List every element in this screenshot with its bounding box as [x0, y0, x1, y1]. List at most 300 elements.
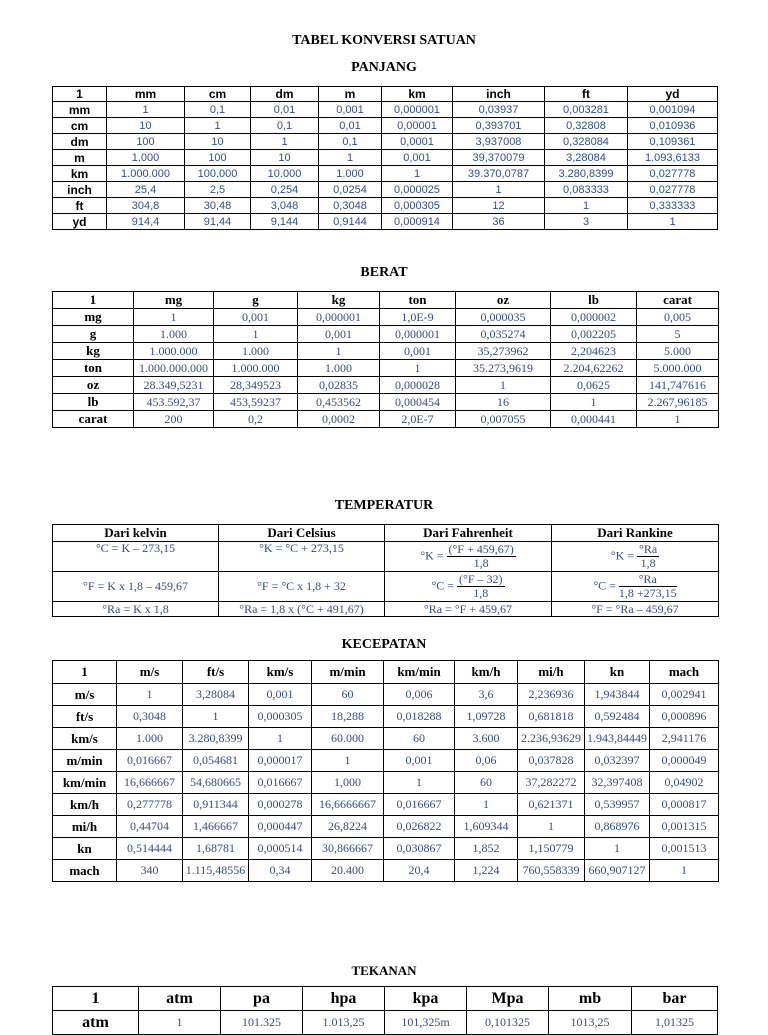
kecepatan-cell: 60 — [384, 728, 455, 750]
panjang-cell: 100 — [107, 134, 185, 150]
kecepatan-cell: 0,037828 — [518, 750, 585, 772]
berat-cell: 35,273962 — [456, 343, 551, 360]
panjang-cell: 0,1 — [185, 102, 251, 118]
kecepatan-row-header: km/s — [53, 728, 117, 750]
temp-cell: °Ra = K x 1,8 — [53, 602, 219, 617]
temp-cell — [385, 572, 552, 602]
temp-cell: °F = K x 1,8 – 459,67 — [53, 572, 219, 602]
temp-header-rankine: Dari Rankine — [552, 525, 719, 542]
kecepatan-col-header: m/s — [117, 661, 183, 684]
berat-col-header: oz — [456, 292, 551, 309]
panjang-cell: 1 — [545, 198, 628, 214]
berat-cell: 0,2 — [214, 411, 298, 428]
table-row — [53, 182, 718, 198]
formula-prefix: °C = — [431, 578, 455, 593]
berat-cell: 0,035274 — [456, 326, 551, 343]
panjang-cell: 1 — [107, 102, 185, 118]
section-title-kecepatan: KECEPATAN — [341, 637, 427, 652]
panjang-col-header: cm — [185, 87, 251, 102]
kecepatan-cell: 1,68781 — [183, 838, 249, 860]
berat-cell: 5.000.000 — [637, 360, 719, 377]
panjang-col-header: inch — [453, 87, 545, 102]
berat-cell: 0,005 — [637, 309, 719, 326]
table-berat — [52, 291, 719, 428]
panjang-cell: 39.370,0787 — [453, 166, 545, 182]
table-row — [53, 377, 719, 394]
berat-cell: 1 — [380, 360, 456, 377]
panjang-col-header: dm — [251, 87, 319, 102]
temp-header-kelvin: Dari kelvin — [53, 525, 219, 542]
panjang-cell: 0,333333 — [628, 198, 718, 214]
panjang-cell: 0,0254 — [319, 182, 382, 198]
table-row — [53, 118, 718, 134]
temp-cell: °Ra = 1,8 x (°C + 491,67) — [219, 602, 385, 617]
berat-cell: 2,0E-7 — [380, 411, 456, 428]
panjang-cell: 10 — [251, 150, 319, 166]
kecepatan-cell: 60.000 — [312, 728, 384, 750]
tekanan-cell: 1,01325 — [632, 1011, 718, 1035]
kecepatan-cell: 1 — [650, 860, 719, 882]
kecepatan-cell: 1 — [455, 794, 518, 816]
tekanan-cell: 101,325m — [385, 1011, 467, 1035]
berat-cell: 0,000001 — [298, 309, 380, 326]
panjang-cell: 0,9144 — [319, 214, 382, 230]
table-row — [53, 772, 719, 794]
kecepatan-cell: 20.400 — [312, 860, 384, 882]
panjang-row-header: m — [53, 150, 107, 166]
kecepatan-cell: 1 — [249, 728, 312, 750]
panjang-cell: 3 — [545, 214, 628, 230]
panjang-cell: 0,001 — [382, 150, 453, 166]
berat-row-header: kg — [53, 343, 134, 360]
berat-cell: 1 — [134, 309, 214, 326]
tekanan-col-header: atm — [139, 987, 221, 1011]
table-row — [53, 343, 719, 360]
table-row — [53, 684, 719, 706]
kecepatan-cell: 37,282272 — [518, 772, 585, 794]
panjang-cell: 9,144 — [251, 214, 319, 230]
berat-cell: 1.000.000.000 — [134, 360, 214, 377]
table-row — [53, 102, 718, 118]
berat-cell: 0,453562 — [298, 394, 380, 411]
berat-cell: 0,001 — [380, 343, 456, 360]
kecepatan-cell: 16,666667 — [117, 772, 183, 794]
kecepatan-row-header: mi/h — [53, 816, 117, 838]
panjang-cell: 36 — [453, 214, 545, 230]
panjang-col-header: m — [319, 87, 382, 102]
kecepatan-col-header: km/min — [384, 661, 455, 684]
berat-row-header: oz — [53, 377, 134, 394]
kecepatan-cell: 20,4 — [384, 860, 455, 882]
panjang-cell: 1 — [628, 214, 718, 230]
panjang-cell: 1 — [185, 118, 251, 134]
table-row — [53, 860, 719, 882]
panjang-cell: 10 — [185, 134, 251, 150]
panjang-cell: 1.093,6133 — [628, 150, 718, 166]
panjang-cell: 91,44 — [185, 214, 251, 230]
berat-col-header: lb — [551, 292, 637, 309]
kecepatan-cell: 0,002941 — [650, 684, 719, 706]
panjang-cell: 1.000 — [107, 150, 185, 166]
panjang-cell: 100.000 — [185, 166, 251, 182]
table-row — [53, 394, 719, 411]
kecepatan-cell: 0,868976 — [585, 816, 650, 838]
panjang-col-header: yd — [628, 87, 718, 102]
table-row — [53, 214, 718, 230]
berat-row-header: ton — [53, 360, 134, 377]
panjang-cell: 0,001094 — [628, 102, 718, 118]
berat-cell: 0,000028 — [380, 377, 456, 394]
panjang-cell: 0,32808 — [545, 118, 628, 134]
panjang-cell: 0,027778 — [628, 166, 718, 182]
berat-cell: 0,000454 — [380, 394, 456, 411]
kecepatan-cell: 1,150779 — [518, 838, 585, 860]
berat-cell: 5 — [637, 326, 719, 343]
fraction-numerator: (°F + 459,67) — [448, 542, 514, 556]
kecepatan-cell: 0,006 — [384, 684, 455, 706]
table-tekanan — [52, 986, 718, 1035]
kecepatan-cell: 0,911344 — [183, 794, 249, 816]
page-title: TABEL KONVERSI SATUAN — [292, 33, 476, 48]
kecepatan-cell: 1 — [183, 706, 249, 728]
table-row — [53, 1011, 718, 1035]
panjang-row-header: dm — [53, 134, 107, 150]
panjang-cell: 1 — [453, 182, 545, 198]
panjang-cell: 1 — [382, 166, 453, 182]
berat-col-header: carat — [637, 292, 719, 309]
berat-cell: 453,59237 — [214, 394, 298, 411]
panjang-cell: 0,083333 — [545, 182, 628, 198]
panjang-row-header: yd — [53, 214, 107, 230]
berat-cell: 1.000.000 — [134, 343, 214, 360]
berat-cell: 28.349,5231 — [134, 377, 214, 394]
section-title-temperatur: TEMPERATUR — [334, 498, 434, 513]
berat-cell: 0,02835 — [298, 377, 380, 394]
kecepatan-col-header: kn — [585, 661, 650, 684]
table-row — [53, 838, 719, 860]
kecepatan-row-header: mach — [53, 860, 117, 882]
kecepatan-cell: 18,288 — [312, 706, 384, 728]
fraction-denominator: 1,8 +273,15 — [618, 586, 677, 600]
kecepatan-cell: 1,09728 — [455, 706, 518, 728]
berat-cell: 28,349523 — [214, 377, 298, 394]
kecepatan-cell: 0,514444 — [117, 838, 183, 860]
table-row — [53, 728, 719, 750]
panjang-cell: 914,4 — [107, 214, 185, 230]
berat-cell: 1 — [298, 343, 380, 360]
panjang-cell: 3,937008 — [453, 134, 545, 150]
panjang-cell: 25,4 — [107, 182, 185, 198]
table-panjang — [52, 86, 718, 230]
section-title-panjang: PANJANG — [351, 60, 417, 75]
berat-cell: 0,007055 — [456, 411, 551, 428]
kecepatan-cell: 3.600 — [455, 728, 518, 750]
kecepatan-cell: 0,000514 — [249, 838, 312, 860]
panjang-cell: 3,28084 — [545, 150, 628, 166]
kecepatan-col-header: mi/h — [518, 661, 585, 684]
temp-cell — [552, 572, 719, 602]
kecepatan-cell: 2,941176 — [650, 728, 719, 750]
panjang-cell: 0,027778 — [628, 182, 718, 198]
panjang-cell: 12 — [453, 198, 545, 214]
tekanan-cell: 0,101325 — [467, 1011, 549, 1035]
table-row — [53, 166, 718, 182]
table-row — [53, 134, 718, 150]
table-row — [53, 150, 718, 166]
berat-cell: 0,001 — [214, 309, 298, 326]
panjang-row-header: mm — [53, 102, 107, 118]
panjang-cell: 0,03937 — [453, 102, 545, 118]
berat-col-header: ton — [380, 292, 456, 309]
berat-row-header: carat — [53, 411, 134, 428]
kecepatan-col-header: m/min — [312, 661, 384, 684]
kecepatan-cell: 1,224 — [455, 860, 518, 882]
berat-cell: 1 — [456, 377, 551, 394]
kecepatan-cell: 0,001513 — [650, 838, 719, 860]
berat-row-header: g — [53, 326, 134, 343]
berat-col-header: 1 — [53, 292, 134, 309]
tekanan-col-header: 1 — [53, 987, 139, 1011]
panjang-cell: 0,01 — [251, 102, 319, 118]
panjang-cell: 1.000.000 — [107, 166, 185, 182]
fraction-denominator: 1,8 — [640, 556, 656, 570]
panjang-cell: 0,109361 — [628, 134, 718, 150]
fraction — [637, 543, 659, 570]
panjang-col-header: mm — [107, 87, 185, 102]
temp-cell — [385, 542, 552, 572]
kecepatan-row-header: m/min — [53, 750, 117, 772]
berat-cell: 16 — [456, 394, 551, 411]
temp-header-fahrenheit: Dari Fahrenheit — [385, 525, 552, 542]
kecepatan-cell: 0,000896 — [650, 706, 719, 728]
section-title-tekanan: TEKANAN — [351, 963, 417, 978]
panjang-cell: 39,370079 — [453, 150, 545, 166]
tekanan-col-header: kpa — [385, 987, 467, 1011]
temp-cell: °F = °Ra – 459,67 — [552, 602, 719, 617]
kecepatan-cell: 0,44704 — [117, 816, 183, 838]
kecepatan-cell: 3,6 — [455, 684, 518, 706]
berat-cell: 0,000441 — [551, 411, 637, 428]
panjang-cell: 0,000025 — [382, 182, 453, 198]
kecepatan-cell: 760,558339 — [518, 860, 585, 882]
berat-cell: 0,000035 — [456, 309, 551, 326]
berat-cell: 0,0625 — [551, 377, 637, 394]
fraction-numerator: °Ra — [619, 573, 677, 587]
tekanan-col-header: hpa — [303, 987, 385, 1011]
panjang-cell: 30,48 — [185, 198, 251, 214]
kecepatan-cell: 2,236936 — [518, 684, 585, 706]
kecepatan-cell: 1.000 — [117, 728, 183, 750]
panjang-cell: 0,3048 — [319, 198, 382, 214]
berat-cell: 453.592,37 — [134, 394, 214, 411]
kecepatan-cell: 0,054681 — [183, 750, 249, 772]
berat-cell: 2.267,96185 — [637, 394, 719, 411]
tekanan-col-header: pa — [221, 987, 303, 1011]
panjang-col-header: km — [382, 87, 453, 102]
table-row — [53, 750, 719, 772]
kecepatan-cell: 1,609344 — [455, 816, 518, 838]
kecepatan-cell: 0,001 — [384, 750, 455, 772]
tekanan-cell: 1 — [139, 1011, 221, 1035]
section-title-berat: BERAT — [360, 265, 408, 280]
kecepatan-cell: 1 — [518, 816, 585, 838]
table-kecepatan — [52, 660, 719, 882]
tekanan-row-header: atm — [53, 1011, 139, 1035]
panjang-cell: 0,000001 — [382, 102, 453, 118]
temp-cell: °F = °C x 1,8 + 32 — [219, 572, 385, 602]
kecepatan-cell: 0,001 — [249, 684, 312, 706]
kecepatan-cell: 0,681818 — [518, 706, 585, 728]
temp-cell: °C = K – 273,15 — [53, 542, 219, 572]
panjang-cell: 3.280,8399 — [545, 166, 628, 182]
panjang-cell: 0,01 — [319, 118, 382, 134]
berat-cell: 2.204,62262 — [551, 360, 637, 377]
panjang-row-header: inch — [53, 182, 107, 198]
kecepatan-cell: 1 — [117, 684, 183, 706]
temp-cell: °Ra = °F + 459,67 — [385, 602, 552, 617]
kecepatan-cell: 1,852 — [455, 838, 518, 860]
tekanan-col-header: bar — [632, 987, 718, 1011]
formula-prefix: °C = — [593, 578, 616, 593]
kecepatan-cell: 0,000017 — [249, 750, 312, 772]
kecepatan-cell: 0,06 — [455, 750, 518, 772]
kecepatan-cell: 0,001315 — [650, 816, 719, 838]
kecepatan-cell: 32,397408 — [585, 772, 650, 794]
table-row — [53, 794, 719, 816]
kecepatan-row-header: ft/s — [53, 706, 117, 728]
panjang-row-header: km — [53, 166, 107, 182]
tekanan-cell: 1.013,25 — [303, 1011, 385, 1035]
kecepatan-cell: 0,000305 — [249, 706, 312, 728]
kecepatan-row-header: kn — [53, 838, 117, 860]
kecepatan-cell: 0,592484 — [585, 706, 650, 728]
berat-col-header: mg — [134, 292, 214, 309]
kecepatan-cell: 0,277778 — [117, 794, 183, 816]
temp-cell: °K = °C + 273,15 — [219, 542, 385, 572]
table-temperatur — [52, 524, 719, 617]
table-row — [53, 411, 719, 428]
berat-cell: 1 — [551, 394, 637, 411]
panjang-col-header: ft — [545, 87, 628, 102]
panjang-row-header: cm — [53, 118, 107, 134]
kecepatan-cell: 0,3048 — [117, 706, 183, 728]
panjang-cell: 2,5 — [185, 182, 251, 198]
formula-prefix: °K = — [610, 548, 635, 563]
kecepatan-col-header: 1 — [53, 661, 117, 684]
kecepatan-cell: 3.280,8399 — [183, 728, 249, 750]
panjang-cell: 10.000 — [251, 166, 319, 182]
panjang-cell: 1 — [319, 150, 382, 166]
kecepatan-cell: 1.115,48556 — [183, 860, 249, 882]
kecepatan-col-header: km/h — [455, 661, 518, 684]
kecepatan-cell: 1,000 — [312, 772, 384, 794]
tekanan-cell: 101.325 — [221, 1011, 303, 1035]
panjang-cell: 304,8 — [107, 198, 185, 214]
table-row — [53, 198, 718, 214]
berat-cell: 141,747616 — [637, 377, 719, 394]
kecepatan-cell: 0,030867 — [384, 838, 455, 860]
temp-header-celsius: Dari Celsius — [219, 525, 385, 542]
formula-prefix: °K = — [420, 548, 444, 563]
berat-cell: 5.000 — [637, 343, 719, 360]
kecepatan-cell: 60 — [455, 772, 518, 794]
kecepatan-cell: 1 — [585, 838, 650, 860]
kecepatan-col-header: ft/s — [183, 661, 249, 684]
panjang-cell: 0,000305 — [382, 198, 453, 214]
kecepatan-col-header: mach — [650, 661, 719, 684]
table-row — [53, 816, 719, 838]
panjang-row-header: ft — [53, 198, 107, 214]
panjang-cell: 0,0001 — [382, 134, 453, 150]
kecepatan-cell: 0,539957 — [585, 794, 650, 816]
berat-col-header: kg — [298, 292, 380, 309]
kecepatan-cell: 0,000049 — [650, 750, 719, 772]
table-row — [53, 326, 719, 343]
berat-row-header: mg — [53, 309, 134, 326]
berat-cell: 1 — [637, 411, 719, 428]
berat-col-header: g — [214, 292, 298, 309]
panjang-cell: 0,1 — [319, 134, 382, 150]
kecepatan-cell: 0,34 — [249, 860, 312, 882]
berat-cell: 1.000 — [298, 360, 380, 377]
panjang-cell: 100 — [185, 150, 251, 166]
fraction — [457, 573, 504, 600]
kecepatan-cell: 3,28084 — [183, 684, 249, 706]
temp-cell — [552, 542, 719, 572]
panjang-cell: 1 — [251, 134, 319, 150]
berat-cell: 2,204623 — [551, 343, 637, 360]
kecepatan-cell: 0,621371 — [518, 794, 585, 816]
tekanan-cell: 1013,25 — [549, 1011, 632, 1035]
kecepatan-cell: 1.943,84449 — [585, 728, 650, 750]
tekanan-col-header: Mpa — [467, 987, 549, 1011]
kecepatan-cell: 0,026822 — [384, 816, 455, 838]
kecepatan-cell: 0,016667 — [117, 750, 183, 772]
berat-cell: 35.273,9619 — [456, 360, 551, 377]
kecepatan-cell: 0,000278 — [249, 794, 312, 816]
kecepatan-cell: 340 — [117, 860, 183, 882]
kecepatan-cell: 0,04902 — [650, 772, 719, 794]
kecepatan-col-header: km/s — [249, 661, 312, 684]
fraction — [619, 573, 677, 600]
panjang-cell: 0,393701 — [453, 118, 545, 134]
panjang-cell: 0,00001 — [382, 118, 453, 134]
kecepatan-cell: 660,907127 — [585, 860, 650, 882]
fraction-denominator: 1,8 — [473, 556, 489, 570]
panjang-cell: 3,048 — [251, 198, 319, 214]
kecepatan-cell: 1 — [312, 750, 384, 772]
berat-cell: 0,002205 — [551, 326, 637, 343]
kecepatan-cell: 0,032397 — [585, 750, 650, 772]
kecepatan-row-header: km/h — [53, 794, 117, 816]
kecepatan-cell: 1,466667 — [183, 816, 249, 838]
kecepatan-cell: 54,680665 — [183, 772, 249, 794]
kecepatan-cell: 0,016667 — [384, 794, 455, 816]
panjang-cell: 0,000914 — [382, 214, 453, 230]
table-row — [53, 706, 719, 728]
panjang-cell: 0,001 — [319, 102, 382, 118]
berat-cell: 0,000002 — [551, 309, 637, 326]
kecepatan-cell: 2.236,93629 — [518, 728, 585, 750]
panjang-cell: 1.000 — [319, 166, 382, 182]
berat-row-header: lb — [53, 394, 134, 411]
kecepatan-cell: 0,018288 — [384, 706, 455, 728]
berat-cell: 1 — [214, 326, 298, 343]
panjang-cell: 0,010936 — [628, 118, 718, 134]
berat-cell: 1,0E-9 — [380, 309, 456, 326]
kecepatan-cell: 30,866667 — [312, 838, 384, 860]
kecepatan-cell: 1 — [384, 772, 455, 794]
